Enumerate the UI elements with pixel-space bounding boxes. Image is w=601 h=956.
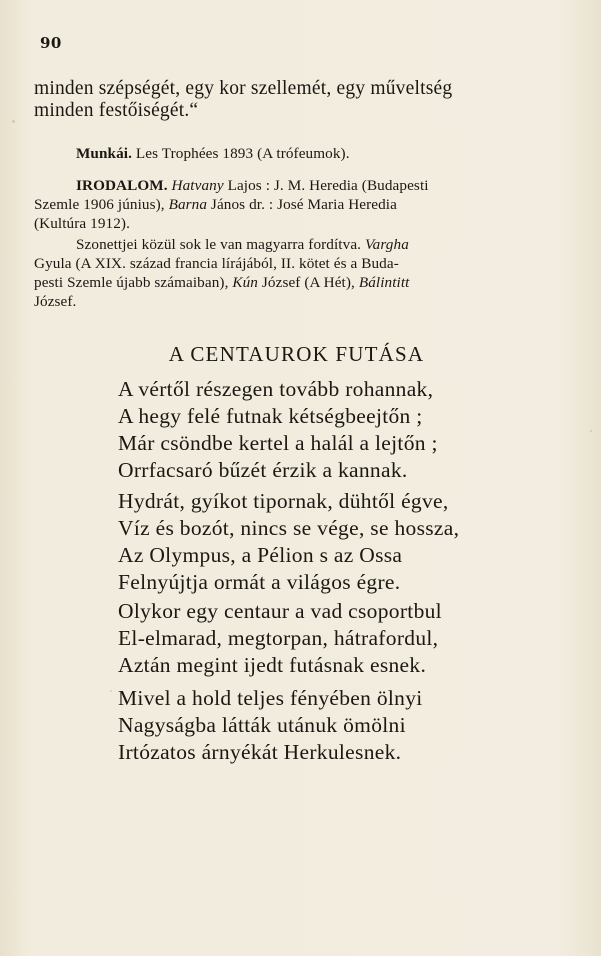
translations-section (34, 235, 568, 311)
poem-stanza-3 (118, 598, 568, 679)
paper-speck (110, 690, 112, 692)
poem-title: A CENTAUROK FUTÁSA (168, 342, 425, 366)
translations-line: pesti Szemle újabb számaiban), Kún József (A Hét), Bálintitt (34, 274, 410, 291)
poem-line: Mivel a hold teljes fényében ölnyi (118, 686, 423, 710)
works-line: Munkái. Les Trophées 1893 (A trófeumok). (76, 145, 350, 162)
page-number: 90 (40, 34, 62, 52)
poem-line: Orrfacsaró bűzét érzik a kannak. (118, 458, 408, 482)
poem-line: Az Olympus, a Pélion s az Ossa (118, 543, 403, 567)
poem-line: Víz és bozót, nincs se vége, se hossza, (118, 516, 460, 540)
translations-line: József. (34, 293, 77, 310)
works-section (34, 144, 601, 163)
poem-line: Olykor egy centaur a vad csoportbul (118, 599, 442, 623)
translations-line: Gyula (A XIX. század francia lírájából, II. kötet és a Buda- (34, 255, 399, 272)
paper-speck (12, 120, 15, 123)
poem-line: Hydrát, gyíkot tipornak, dühtől égve, (118, 489, 449, 513)
literature-line: IRODALOM. Hatvany Lajos : J. M. Heredia (Budapesti (76, 177, 429, 194)
poem-line: Irtózatos árnyékát Herkulesnek. (118, 740, 402, 764)
poem-line: A vértől részegen tovább rohannak, (118, 377, 434, 401)
continuation-paragraph (34, 78, 568, 122)
literature-line: Szemle 1906 június), Barna János dr. : José Maria Heredia (34, 196, 397, 213)
poem-line: Felnyújtja ormát a világos égre. (118, 570, 401, 594)
text-line: minden szépségét, egy kor szellemét, egy műveltség (34, 78, 453, 99)
poem-line: Aztán megint ijedt futásnak esnek. (118, 653, 427, 677)
poem-line: A hegy felé futnak kétségbeejtőn ; (118, 404, 423, 428)
translations-line: Szonettjei közül sok le van magyarra fordítva. Vargha (76, 236, 409, 253)
poem-stanza-2 (118, 488, 568, 596)
text-line: minden festőiségét.“ (34, 100, 199, 121)
poem-line: Már csöndbe kertel a halál a lejtőn ; (118, 431, 438, 455)
literature-line: (Kultúra 1912). (34, 215, 130, 232)
paper-speck (590, 430, 592, 432)
literature-section (34, 176, 568, 233)
poem-stanza-1 (118, 376, 568, 484)
poem-line: Nagyságba látták utánuk ömölni (118, 713, 406, 737)
poem-stanza-4 (118, 685, 568, 766)
poem-line: El-elmarad, megtorpan, hátrafordul, (118, 626, 439, 650)
